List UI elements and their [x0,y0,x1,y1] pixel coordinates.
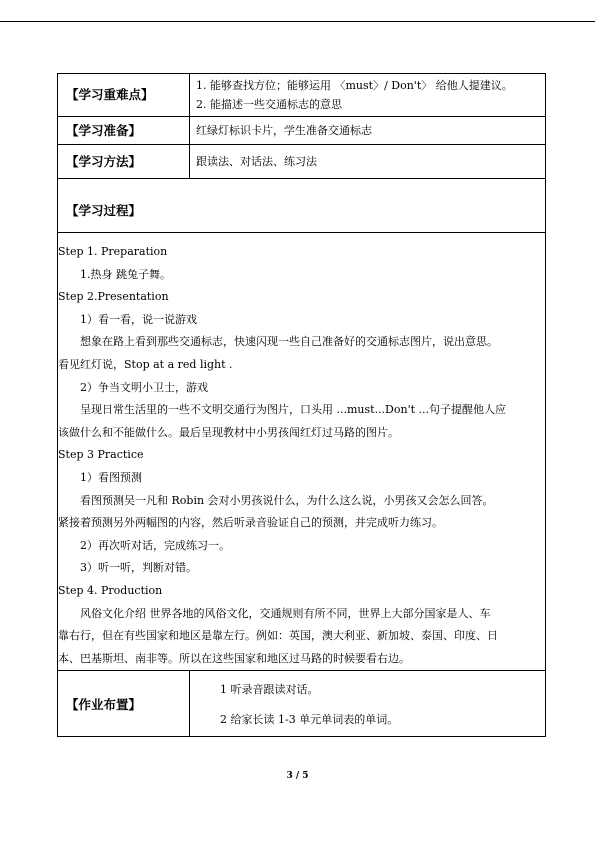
process-line-step4: Step 4. Production [58,583,163,597]
process-line: 3）听一听，判断对错。 [80,561,197,575]
process-line: 看见红灯说，Stop at a red light . [58,357,233,371]
process-line: 1.热身 跳兔子舞。 [80,267,171,281]
homework-content [190,671,546,737]
homework-line-2: 2 给家长读 1-3 单元单词表的单词。 [220,713,399,727]
process-line: 风俗文化介绍 世界各地的风俗文化，交通规则有所不同，世界上大部分国家是人、车 [80,606,491,620]
process-body-row [58,233,546,671]
lesson-plan-table [57,73,546,737]
homework-label: 【作业布置】 [58,671,190,737]
process-line: 1）看图预测 [80,470,142,484]
method-content: 跟读法、对话法、练习法 [190,145,546,179]
process-line: 紧接着预测另外两幅图的内容，然后听录音验证自己的预测，并完成听力练习。 [58,516,443,530]
process-text [58,241,543,670]
process-line: 呈现日常生活里的一些不文明交通行为图片，口头用 ...must...Don't ...句子提醒他人应 [80,403,507,417]
process-line: 想象在路上看到那些交通标志，快速闪现一些自己准备好的交通标志图片，说出意思。 [80,335,498,349]
preparation-label: 【学习准备】 [58,117,190,145]
process-line: 该做什么和不能做什么。最后呈现教材中小男孩闯红灯过马路的图片。 [58,425,399,439]
process-line-step2: Step 2.Presentation [58,290,169,304]
keypoints-content [190,74,546,117]
process-line-step1: Step 1. Preparation [58,245,168,258]
process-line: 本、巴基斯坦、南非等。所以在这些国家和地区过马路的时候要看右边。 [58,651,410,665]
homework-line-1: 1 听录音跟读对话。 [220,683,319,697]
keypoints-row [58,74,546,117]
process-line-step3: Step 3 Practice [58,448,144,462]
process-line: 看图预测吴一凡和 Robin 会对小男孩说什么，为什么这么说，小男孩又会怎么回答。 [80,493,494,507]
method-row [58,145,546,179]
process-label: 【学习过程】 [58,179,546,233]
process-line: 2）争当文明小卫士，游戏 [80,380,208,394]
keypoints-line-1: 1. 能够查找方位；能够运用 〈must〉/ Don't〉 给他人提建议。 [196,79,513,92]
method-label: 【学习方法】 [58,145,190,179]
process-body [58,233,546,671]
keypoints-line-2: 2. 能描述一些交通标志的意思 [196,98,342,111]
process-line: 1）看一看，说一说游戏 [80,312,197,326]
homework-row [58,671,546,737]
process-line: 2）再次听对话，完成练习一。 [80,538,230,552]
preparation-row [58,117,546,145]
keypoints-label: 【学习重难点】 [58,74,190,117]
page-number: 3 / 5 [286,771,309,781]
preparation-content: 红绿灯标识卡片，学生准备交通标志 [190,117,546,145]
header-rule [0,21,595,22]
process-heading-row [58,179,546,233]
process-line: 靠右行，但在有些国家和地区是靠左行。例如：英国，澳大利亚、新加坡、泰国、印度、日 [58,629,498,643]
